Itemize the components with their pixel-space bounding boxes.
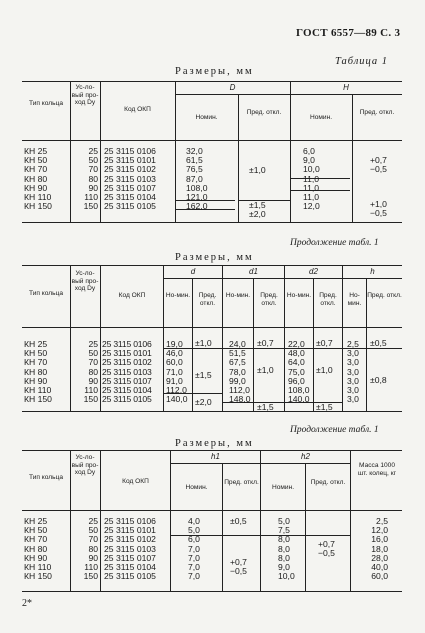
table3-col-mass: Масса 1000 шт. колец, кг [358,462,396,477]
table1-col-H-nom: Номин. [309,114,333,121]
table2-col-d1: d1 [249,267,258,276]
page-header: ГОСТ 6557—89 С. 3 [296,27,401,39]
table1-okp-values: 25 3115 0106 25 3115 0101 25 3115 0102 25 3115 0103 25 3115 0107 25 3115 0104 25 3115 0105 [104,146,156,212]
table3-h1-dev-3: −0,5 [230,566,247,576]
table2-col-dy: Ус-ло-вый про-ход Dy [71,270,99,292]
table2-d1-nom-values: 24,0 51,5 67,5 78,0 99,0 112,0 148,0 [229,339,251,405]
table2-col-d: d [190,267,196,276]
table2-col-h-dev: Пред. откл. [367,292,402,299]
page-mark: 2* [22,598,32,609]
table2-col-d2-nom: Но-мин. [286,292,312,299]
table3-caption: Размеры, мм [175,438,254,449]
table1-H-nom-values: 6,0 9,0 10,0 11,0 11,0 11,0 12,0 [303,146,320,212]
table1-label: Таблица 1 [335,56,389,67]
table1-D-dev-3: ±2,0 [249,209,266,219]
table3-label: Продолжение табл. 1 [290,425,379,435]
table2-d1-dev-2: ±1,0 [257,365,274,375]
table2-col-d-nom: Но-мин. [165,292,191,299]
table1-H-dev-4: −0,5 [370,208,387,218]
table1-col-D-nom: Номин. [195,114,218,121]
table1-dy-values: 25 50 70 80 90 110 150 [83,146,98,212]
table2-dy-values: 25 50 70 80 90 110 150 [83,339,98,405]
table2-col-h-nom: Но-мин. [347,292,362,307]
table2-d-nom-values: 19,0 46,0 60,0 71,0 91,0 112,0 140,0 [166,339,188,405]
table3-col-type: Тип кольца [28,474,64,481]
table2-col-d2-dev: Пред. откл. [319,292,337,307]
table1-caption: Размеры, мм [175,66,254,77]
table2-col-d1-dev: Пред. откл. [260,292,278,307]
table2-d1-dev-3: ±1,5 [257,402,274,412]
table3-dy-values: 25 50 70 80 90 110 150 [83,516,98,582]
table3-h1-nom-values: 4,0 5,0 6,0 7,0 7,0 7,0 7,0 [188,516,200,582]
table1-H-dev-1: +0,7 [370,155,387,165]
table1-col-dy: Ус-ло-вый про-ход Dy [71,84,99,106]
table2-h-dev-1: ±0,5 [370,338,387,348]
table3-h1-dev-2: +0,7 [230,557,247,567]
table2-d2-dev-3: ±1,5 [316,402,333,412]
table3-col-okp: Код ОКП [122,478,149,485]
table2-h-nom-values: 2,5 3,0 3,0 3,0 3,0 3,0 3,0 [347,339,359,405]
table2-types: КН 25 КН 50 КН 70 КН 80 КН 90 КН 110 КН 150 [24,339,52,405]
table3-types: КН 25 КН 50 КН 70 КН 80 КН 90 КН 110 КН 150 [24,516,52,582]
table1-col-H-dev: Пред. откл. [359,109,395,116]
table2-d2-dev-1: ±0,7 [316,338,333,348]
table3-col-h1-dev: Пред. откл. [224,479,259,486]
table2-h-dev-2: ±0,8 [370,375,387,385]
table3-h2-dev-1: +0,7 [318,539,335,549]
table3-col-h2-dev: Пред. откл. [310,479,346,486]
table3-okp-values: 25 3115 0106 25 3115 0101 25 3115 0102 25 3115 0103 25 3115 0107 25 3115 0104 25 3115 0105 [104,516,156,582]
table3-col-h1-nom: Номин. [185,484,208,491]
table2-col-h: h [370,267,375,276]
table3-h2-dev-2: −0,5 [318,548,335,558]
table2-caption: Размеры, мм [175,252,254,263]
table3-h1-dev-1: ±0,5 [230,516,247,526]
table1-col-okp: Код ОКП [124,106,151,113]
table2-col-d1-nom: Но-мин. [225,292,251,299]
table2-okp-values: 25 3115 0106 25 3115 0101 25 3115 0102 25 3115 0103 25 3115 0107 25 3115 0104 25 3115 0105 [102,339,152,405]
table3-col-dy: Ус-ло-вый про-ход Dy [71,454,99,476]
table3-col-h2: h2 [301,452,310,461]
table1-col-D-dev: Пред. откл. [246,109,282,116]
table1-types: КН 25 КН 50 КН 70 КН 80 КН 90 КН 110 КН 150 [24,146,52,212]
table2-label: Продолжение табл. 1 [290,238,379,248]
table3-h2-nom-values: 5,0 7,5 8,0 8,0 8,0 9,0 10,0 [278,516,295,582]
table1-D-nom-values: 32,0 61,5 76,5 87,0 108,0 121,0 162,0 [186,146,208,212]
table2-d2-nom-values: 22,0 48,0 64,0 75,0 96,0 108,0 140,0 [288,339,310,405]
table1-col-D: D [229,83,236,92]
table2-d1-dev-1: ±0,7 [257,338,274,348]
table3-mass-values: 2,5 12,0 16,0 18,0 28,0 40,0 60,0 [371,516,388,582]
table1-col-H: H [343,83,349,92]
table3-col-h2-nom: Номин. [271,484,295,491]
table2-d-dev-3: ±2,0 [195,397,212,407]
table2-d2-dev-2: ±1,0 [316,365,333,375]
table3-col-h1: h1 [211,452,220,461]
table1-D-dev-2: ±1,5 [249,200,266,210]
table1-col-type: Тип кольца [28,100,64,107]
table2-d-dev-2: ±1,5 [195,370,212,380]
table2-col-type: Тип кольца [28,290,64,297]
table2-d-dev-1: ±1,0 [195,338,212,348]
table2-col-d-dev: Пред. откл. [198,292,217,307]
table1-H-dev-2: −0,5 [370,164,387,174]
table1-H-dev-3: +1,0 [370,199,387,209]
table2-col-okp: Код ОКП [118,292,146,299]
table2-col-d2: d2 [309,267,318,276]
table1-D-dev-1: ±1,0 [249,165,266,175]
